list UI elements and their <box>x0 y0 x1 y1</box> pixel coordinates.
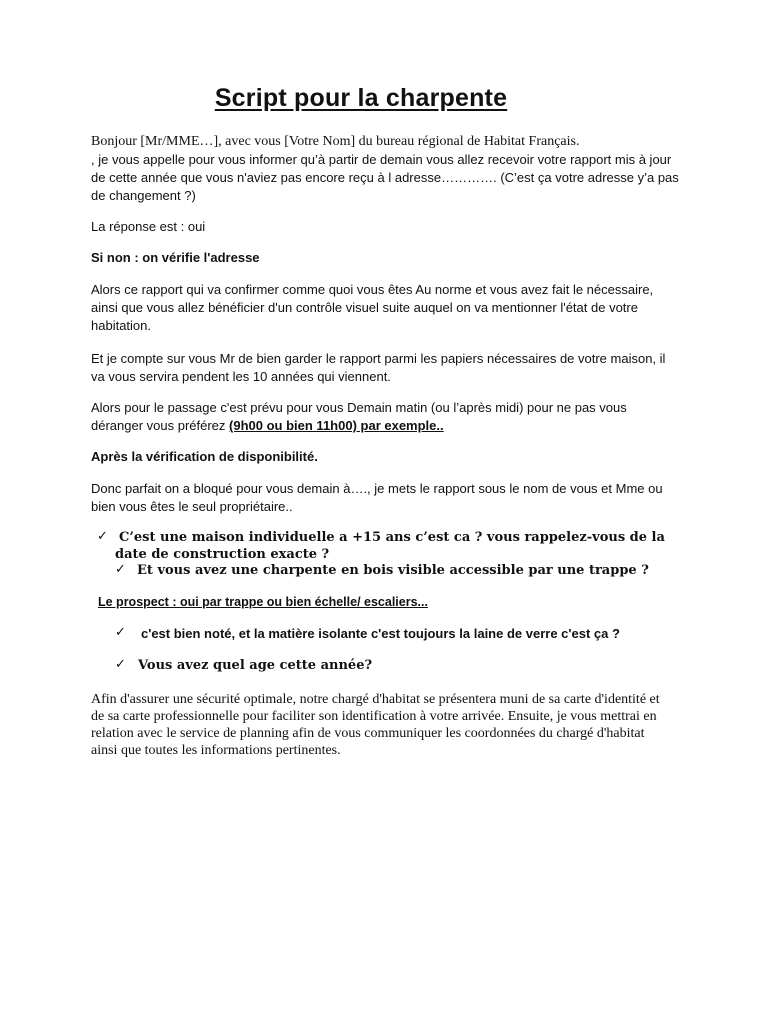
if-not-heading: Si non : on vérifie l'adresse <box>91 250 260 265</box>
checkmark-icon: ✓ <box>115 625 126 640</box>
checkmark-icon: ✓ <box>115 657 126 672</box>
visit-example: (9h00 ou bien 11h00) par exemple.. <box>229 418 444 433</box>
report-paragraph: Alors ce rapport qui va confirmer comme quoi vous êtes Au norme et vous avez fait le nécessaire, ainsi que vous allez bénéficier d'un contrôle visuel suite auquel on va mentionner l'état de votre habitation. <box>91 282 654 333</box>
intro-greeting: Bonjour [Mr/MME…], avec vous [Votre Nom] du bureau régional de Habitat Français. <box>91 134 580 149</box>
availability-heading: Après la vérification de disponibilité. <box>91 449 318 464</box>
question-house: C’est une maison individuelle a +15 ans c’est ca ? vous rappelez-vous de la date de construction exacte ? <box>115 530 665 562</box>
question-frame: Et vous avez une charpente en bois visible accessible par une trappe ? <box>137 563 649 578</box>
answer-text: La réponse est : oui <box>91 219 206 234</box>
prospect-answer: Le prospect : oui par trappe ou bien échelle/ escaliers... <box>98 595 428 609</box>
keep-report-paragraph: Et je compte sur vous Mr de bien garder le rapport parmi les papiers nécessaires de votre maison, il va vous servira pendent les 10 années qui viennent. <box>91 351 666 384</box>
closing-paragraph: Afin d'assurer une sécurité optimale, notre chargé d'habitat se présentera muni de sa carte d'identité et de sa carte professionnelle pour faciliter son identification à votre arrivée. Ensuite, je vous mettrai en relation avec le service de planning afin de vous communiquer les coordonnées du chargé d'habitat ainsi que toutes les informations pertinentes. <box>91 692 660 758</box>
checkmark-icon: ✓ <box>115 562 126 577</box>
page-title: Script pour la charpente <box>214 84 508 112</box>
visit-paragraph <box>91 399 681 435</box>
checkmark-icon: ✓ <box>97 529 108 544</box>
question-age: Vous avez quel age cette année? <box>138 658 373 673</box>
intro-paragraph: , je vous appelle pour vous informer qu’à partir de demain vous allez recevoir votre rapport mis à jour de cette année que vous n'aviez pas encore reçu à l adresse…………. (C’est ça votre adresse y’a pas de changement ?) <box>91 152 679 203</box>
visit-text: Alors pour le passage c'est prévu pour vous Demain matin (ou l’après midi) pour ne pas vous déranger vous préférez <box>91 400 627 433</box>
question-insulation: c'est bien noté, et la matière isolante c'est toujours la laine de verre c'est ça ? <box>141 626 620 641</box>
blocked-paragraph: Donc parfait on a bloqué pour vous demain à…., je mets le rapport sous le nom de vous et Mme ou bien vous êtes le seul propriétaire.. <box>91 481 663 514</box>
